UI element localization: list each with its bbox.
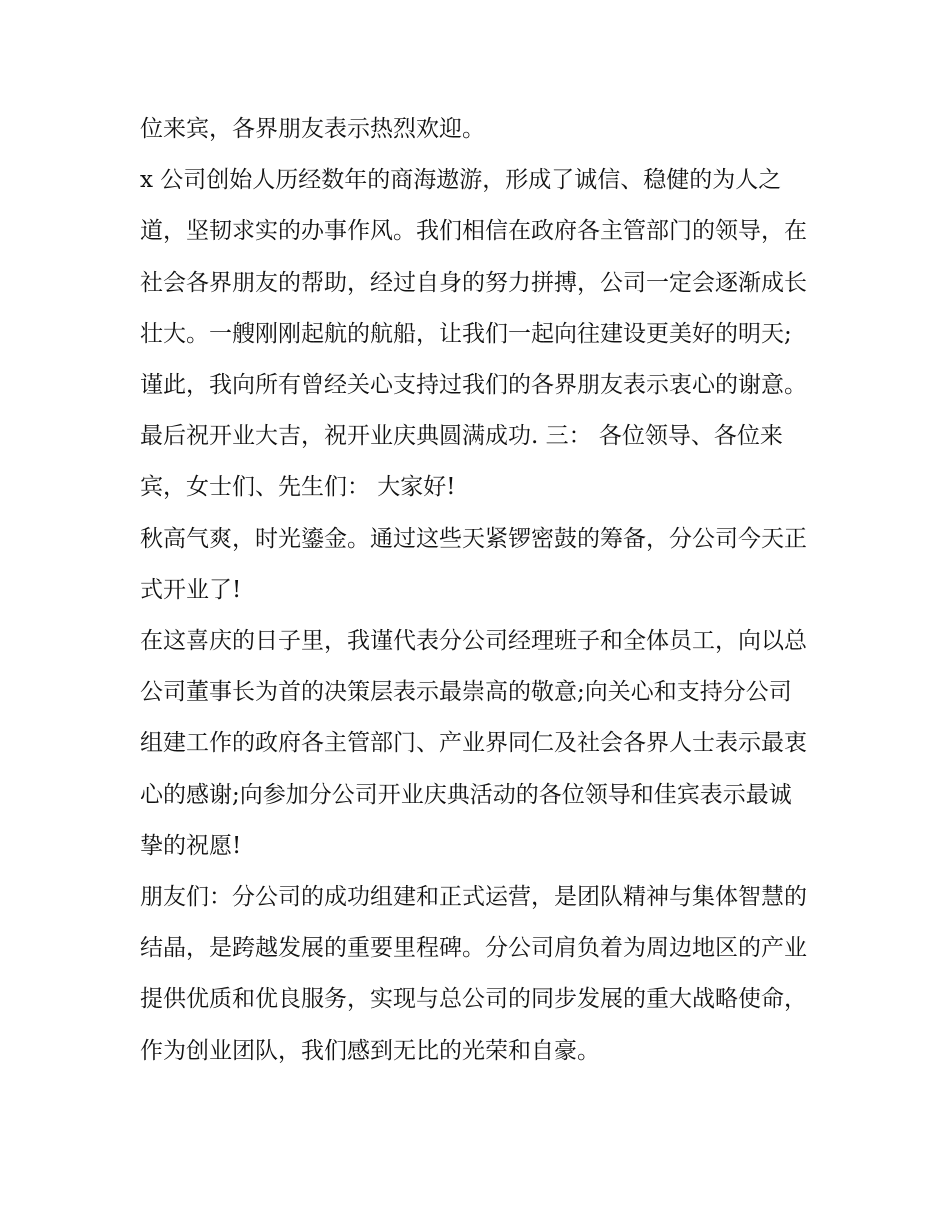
document-body bbox=[140, 104, 815, 1077]
paragraph: x 公司创始人历经数年的商海遨游，形成了诚信、稳健的为人之道，坚韧求实的办事作风。我们相信在政府各主管部门的领导，在社会各界朋友的帮助，经过自身的努力拼搏，公司一定会逐渐成长壮大。一艘刚刚起航的航船，让我们一起向往建设更美好的明天; bbox=[140, 167, 807, 347]
paragraph: 在这喜庆的日子里，我谨代表分公司经理班子和全体员工，向以总公司董事长为首的决策层表示最崇高的敬意;向关心和支持分公司组建工作的政府各主管部门、产业界同仁及社会各界人士表示最衷心的感谢;向参加分公司开业庆典活动的各位领导和佳宾表示最诚挚的祝愿! bbox=[140, 628, 807, 859]
paragraph: 位来宾，各界朋友表示热烈欢迎。 bbox=[140, 116, 485, 142]
paragraph: 朋友们：分公司的成功组建和正式运营，是团队精神与集体智慧的结晶，是跨越发展的重要里程碑。分公司肩负着为周边地区的产业提供优质和优良服务，实现与总公司的同步发展的重大战略使命，作为创业团队，我们感到无比的光荣和自豪。 bbox=[140, 884, 807, 1064]
paragraph: 秋高气爽，时光鎏金。通过这些天紧锣密鼓的筹备，分公司今天正式开业了! bbox=[140, 525, 807, 603]
paragraph: 谨此，我向所有曾经关心支持过我们的各界朋友表示衷心的谢意。 最后祝开业大吉，祝开业庆典圆满成功. 三： 各位领导、各位来宾，女士们、先生们： 大家好! bbox=[140, 372, 815, 501]
